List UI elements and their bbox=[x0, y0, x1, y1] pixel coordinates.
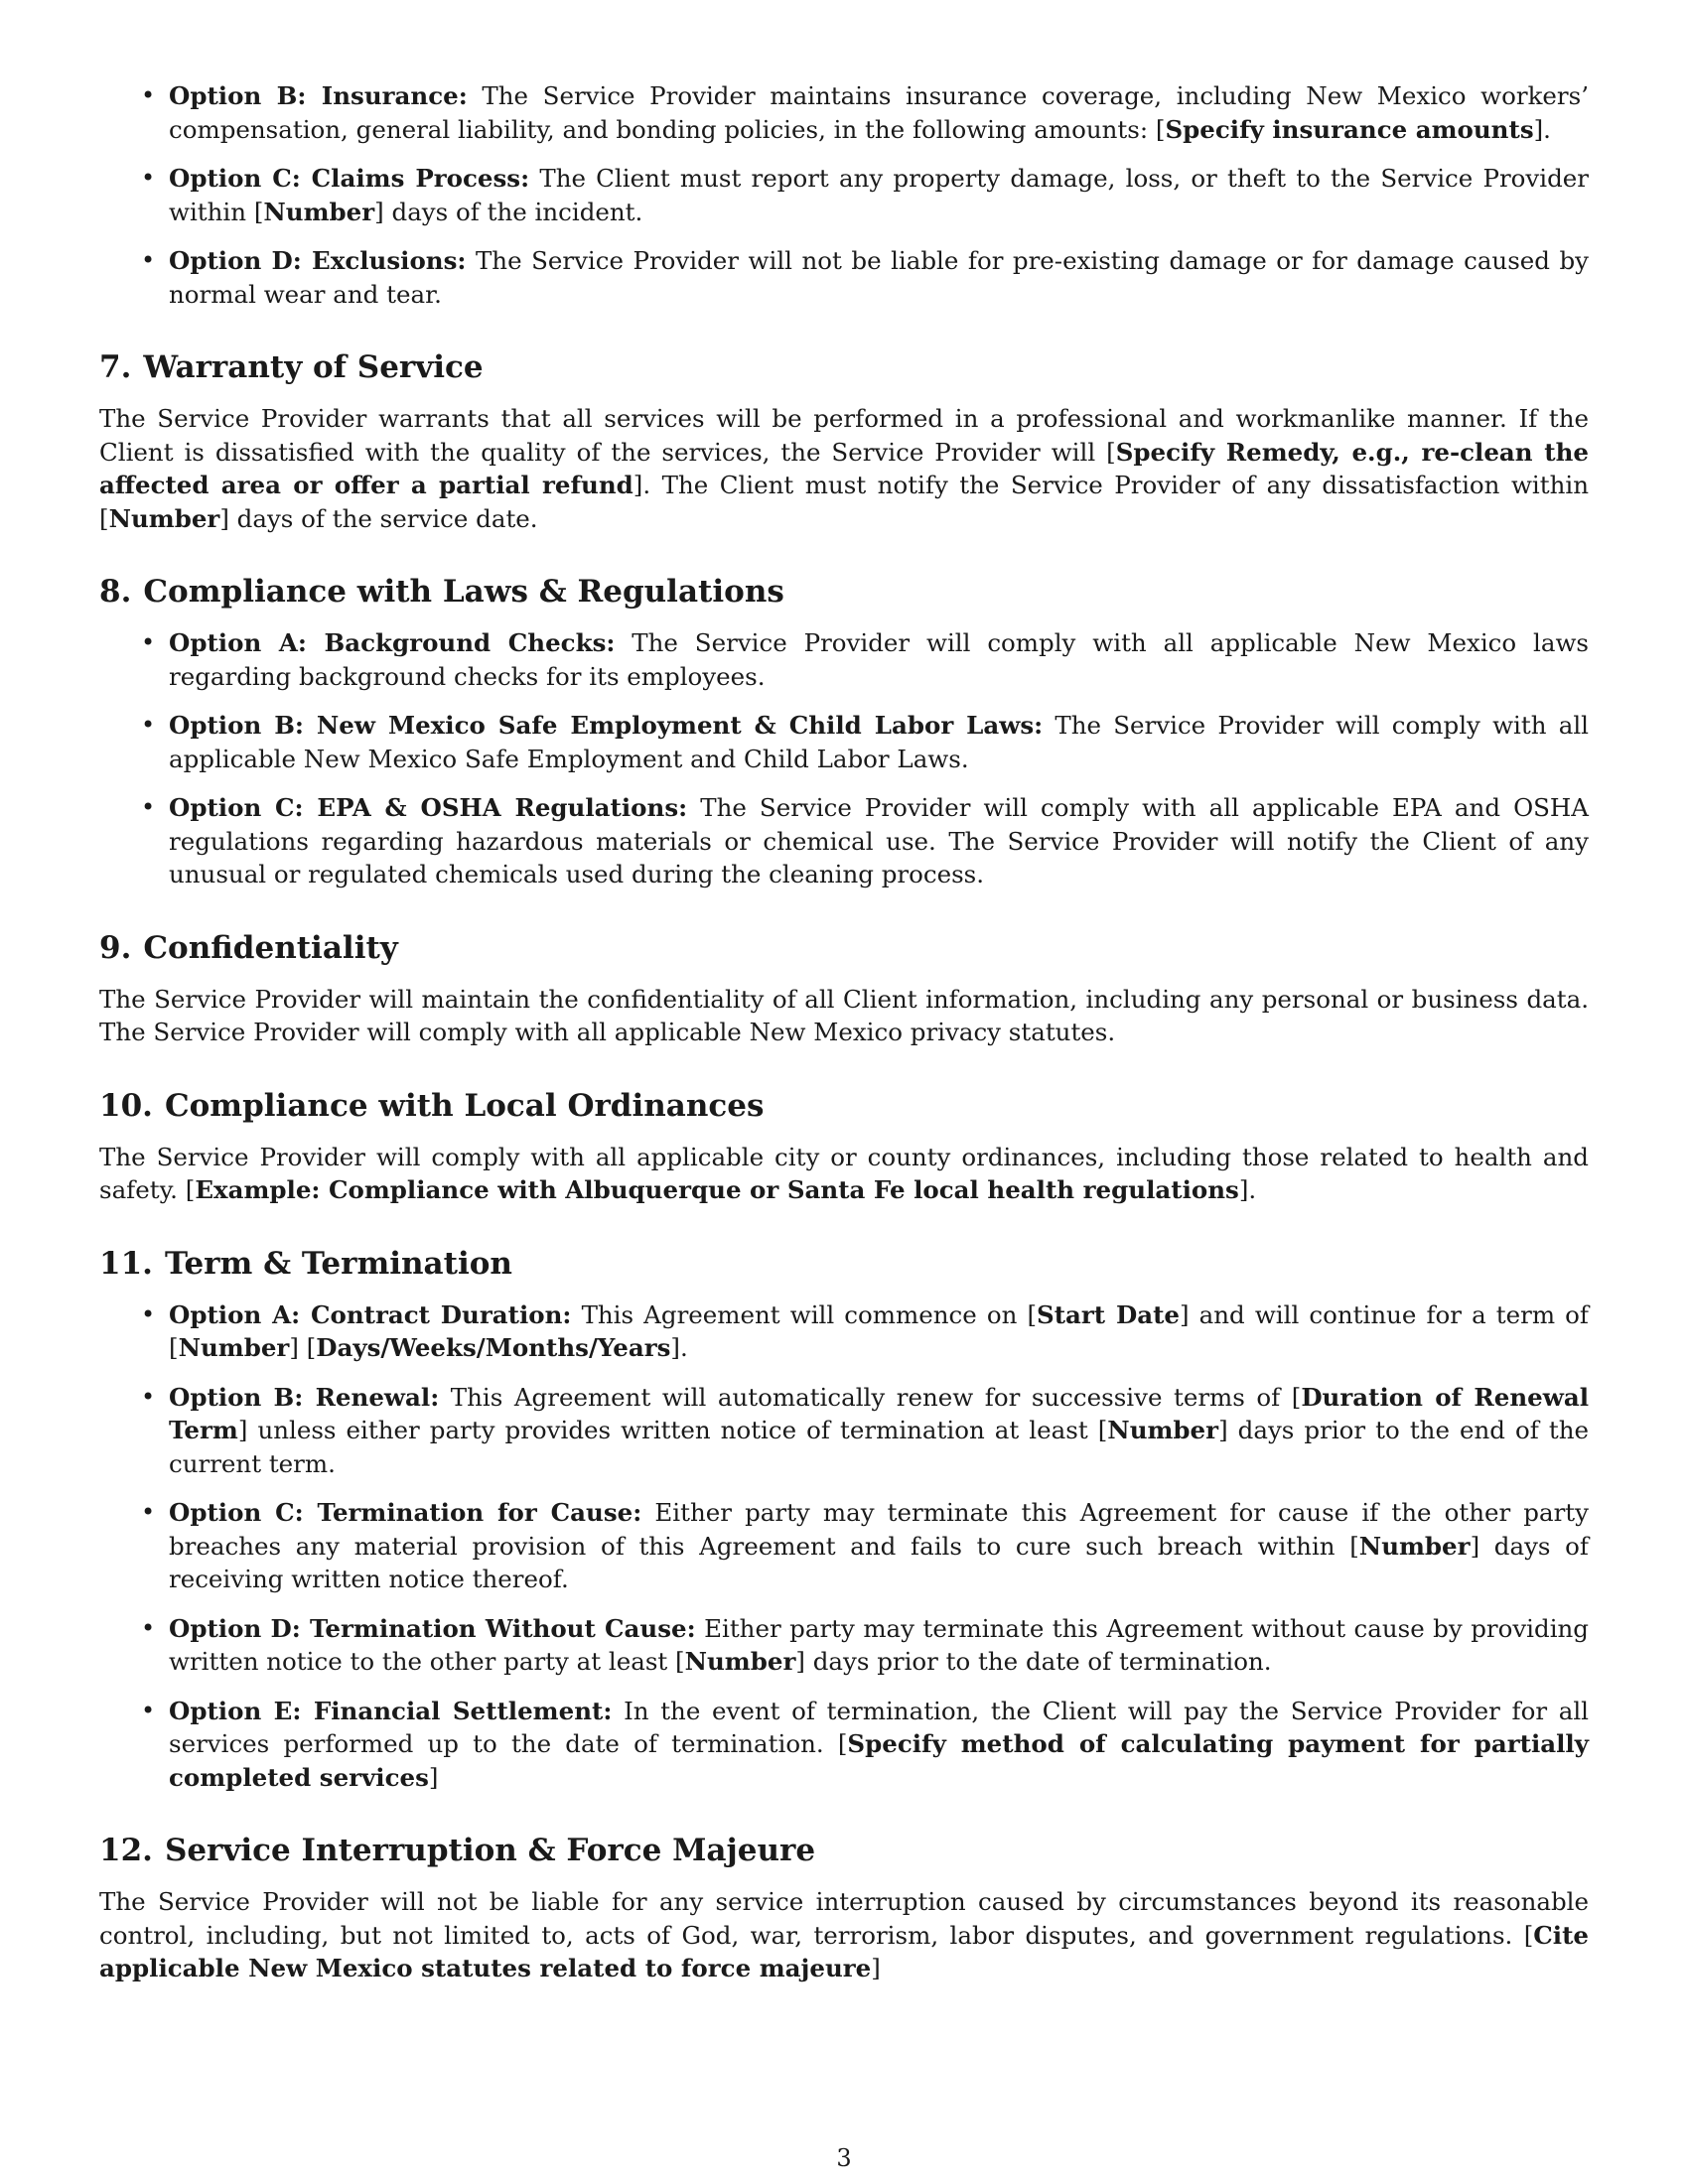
section-warranty bbox=[99, 348, 1589, 535]
body-text: ]. bbox=[670, 1333, 688, 1362]
body-text: The Service Provider will comply with all applicable New Mexico Safe Employment and Child Labor Laws. bbox=[169, 711, 1590, 773]
body-text: ] and will continue for a term of [ bbox=[169, 1299, 1590, 1362]
list-item bbox=[99, 1381, 1589, 1481]
option-label: Option A: Contract Duration: bbox=[169, 1299, 572, 1329]
body-text: ]. The Client must notify the Service Provider of any dissatisfaction within [ bbox=[99, 471, 1589, 533]
options-list bbox=[99, 1298, 1589, 1795]
option-label: Option C: Claims Process: bbox=[169, 164, 530, 193]
section-title: Term & Termination bbox=[164, 1245, 512, 1282]
list-item bbox=[99, 1298, 1589, 1365]
section-title: Compliance with Laws & Regulations bbox=[143, 574, 784, 610]
body-text: In the event of termination, the Client will pay the Service Provider for all services performed up to the date of termination. [ bbox=[169, 1696, 1589, 1758]
list-item bbox=[99, 79, 1589, 146]
option-label: Option D: Exclusions: bbox=[169, 246, 467, 275]
list-item bbox=[99, 1612, 1589, 1679]
body-text: ] days prior to the end of the current term. bbox=[169, 1416, 1590, 1478]
placeholder-text: Specify Remedy, e.g., re-clean the affected area or offer a partial refund bbox=[99, 437, 1590, 499]
bullet-icon: • bbox=[141, 81, 156, 109]
section-heading bbox=[99, 1245, 1589, 1283]
list-item bbox=[99, 1695, 1589, 1795]
sections-container bbox=[99, 348, 1589, 1985]
section-number: 11. bbox=[99, 1245, 153, 1282]
section-heading bbox=[99, 1087, 1589, 1125]
bullet-icon: • bbox=[141, 1613, 156, 1642]
section-title: Confidentiality bbox=[143, 929, 398, 966]
bullet-icon: • bbox=[141, 1696, 156, 1724]
body-text: ] days of the service date. bbox=[219, 503, 538, 533]
option-label: Option B: New Mexico Safe Employment & Child Labor Laws: bbox=[169, 711, 1044, 740]
body-text: The Client must report any property damage, loss, or theft to the Service Provider within [ bbox=[169, 164, 1589, 226]
body-text: The Service Provider will comply with all applicable EPA and OSHA regulations regarding hazardous materials or chemical use. The Service Provider will notify the Client of any unusual or regulated chemicals used during the cleaning process. bbox=[169, 793, 1589, 888]
list-item bbox=[99, 1496, 1589, 1596]
section-paragraph bbox=[99, 1885, 1589, 1985]
options-list bbox=[99, 626, 1589, 891]
option-label: Option B: Insurance: bbox=[169, 81, 468, 110]
section-heading bbox=[99, 929, 1589, 967]
bullet-icon: • bbox=[141, 1498, 156, 1526]
bullet-icon: • bbox=[141, 1382, 156, 1411]
section-title: Warranty of Service bbox=[143, 349, 484, 385]
placeholder-text: Specify method of calculating payment for partially completed services bbox=[169, 1729, 1589, 1792]
section-term-termination bbox=[99, 1245, 1589, 1795]
list-item bbox=[99, 626, 1589, 693]
section-paragraph bbox=[99, 1141, 1589, 1207]
section-paragraph bbox=[99, 402, 1589, 535]
bullet-icon: • bbox=[141, 164, 156, 192]
placeholder-text: Days/Weeks/Months/Years bbox=[316, 1333, 671, 1362]
section-6-options-list bbox=[99, 79, 1589, 311]
section-number: 10. bbox=[99, 1087, 153, 1124]
placeholder-text: Number bbox=[684, 1647, 796, 1676]
section-force-majeure bbox=[99, 1832, 1589, 1985]
placeholder-text: Start Date bbox=[1037, 1299, 1180, 1329]
placeholder-text: Number bbox=[1358, 1531, 1471, 1561]
option-label: Option B: Renewal: bbox=[169, 1382, 440, 1412]
option-label: Option E: Financial Settlement: bbox=[169, 1696, 613, 1725]
body-text: ] unless either party provides written notice of termination at least [ bbox=[237, 1416, 1108, 1444]
body-text: ] bbox=[428, 1762, 439, 1792]
bullet-icon: • bbox=[141, 1299, 156, 1328]
page-number: 3 bbox=[836, 2144, 852, 2172]
option-label: Option D: Termination Without Cause: bbox=[169, 1613, 696, 1643]
body-text: The Service Provider will not be liable for any service interruption caused by circumstances beyond its reasonable control, including, but not limited to, acts of God, war, terrorism, labor disputes, and government regulations. [ bbox=[99, 1887, 1589, 1950]
placeholder-text: Example: Compliance with Albuquerque or Santa Fe local health regulations bbox=[195, 1175, 1239, 1204]
body-text: ] [ bbox=[289, 1333, 317, 1362]
placeholder-text: Number bbox=[108, 503, 220, 533]
section-number: 9. bbox=[99, 929, 132, 966]
body-text: ]. bbox=[1533, 114, 1551, 144]
list-item bbox=[99, 244, 1589, 311]
section-title: Compliance with Local Ordinances bbox=[164, 1087, 765, 1124]
option-label: Option C: Termination for Cause: bbox=[169, 1498, 642, 1527]
bullet-icon: • bbox=[141, 246, 156, 274]
list-item bbox=[99, 162, 1589, 228]
body-text: ] days of the incident. bbox=[374, 197, 643, 226]
body-text: Either party may terminate this Agreement for cause if the other party breaches any material provision of this Agreement and fails to cure such breach within [ bbox=[169, 1498, 1589, 1561]
body-text: The Service Provider warrants that all services will be performed in a professional and workmanlike manner. If the Client is dissatisfied with the quality of the services, the Service Provider will [ bbox=[99, 404, 1589, 467]
section-title: Service Interruption & Force Majeure bbox=[164, 1833, 816, 1868]
option-label: Option A: Background Checks: bbox=[169, 628, 616, 657]
option-label: Option C: EPA & OSHA Regulations: bbox=[169, 793, 688, 822]
placeholder-text: Cite applicable New Mexico statutes related to force majeure bbox=[99, 1920, 1589, 1982]
body-text: ]. bbox=[1238, 1175, 1257, 1204]
section-number: 12. bbox=[99, 1833, 153, 1868]
body-text: ] days of receiving written notice thereof. bbox=[169, 1531, 1590, 1593]
section-heading bbox=[99, 573, 1589, 611]
body-text: The Service Provider will maintain the confidentiality of all Client information, including any personal or business data. The Service Provider will comply with all applicable New Mexico privacy statutes. bbox=[99, 984, 1589, 1046]
document-page bbox=[99, 79, 1589, 1985]
body-text: ] days prior to the date of termination. bbox=[795, 1647, 1272, 1676]
list-item bbox=[99, 709, 1589, 775]
section-heading bbox=[99, 348, 1589, 386]
section-number: 8. bbox=[99, 574, 132, 610]
body-text: The Service Provider will not be liable for pre-existing damage or for damage caused by normal wear and tear. bbox=[169, 246, 1589, 309]
placeholder-text: Number bbox=[1107, 1416, 1219, 1444]
section-heading bbox=[99, 1832, 1589, 1869]
placeholder-text: Specify insurance amounts bbox=[1165, 114, 1534, 144]
list-item bbox=[99, 791, 1589, 891]
body-text: This Agreement will commence on [ bbox=[571, 1299, 1038, 1329]
placeholder-text: Number bbox=[178, 1333, 290, 1362]
placeholder-text: Number bbox=[263, 197, 375, 226]
body-text: The Service Provider maintains insurance coverage, including New Mexico workers’ compensation, general liability, and bonding policies, in the following amounts: [ bbox=[169, 81, 1589, 144]
placeholder-text: Duration of Renewal Term bbox=[169, 1382, 1590, 1444]
bullet-icon: • bbox=[141, 793, 156, 821]
section-confidentiality bbox=[99, 929, 1589, 1049]
section-local-ordinances bbox=[99, 1087, 1589, 1207]
body-text: The Service Provider will comply with all applicable New Mexico laws regarding background checks for its employees. bbox=[169, 628, 1589, 691]
body-text: This Agreement will automatically renew for successive terms of [ bbox=[439, 1382, 1302, 1412]
section-compliance-laws bbox=[99, 573, 1589, 891]
bullet-icon: • bbox=[141, 711, 156, 739]
section-paragraph bbox=[99, 983, 1589, 1049]
section-number: 7. bbox=[99, 349, 132, 385]
bullet-icon: • bbox=[141, 628, 156, 656]
body-text: The Service Provider will comply with all applicable city or county ordinances, including those related to health and safety. [ bbox=[99, 1142, 1589, 1204]
body-text: Either party may terminate this Agreement without cause by providing written notice to the other party at least [ bbox=[169, 1613, 1589, 1676]
body-text: ] bbox=[871, 1954, 881, 1982]
